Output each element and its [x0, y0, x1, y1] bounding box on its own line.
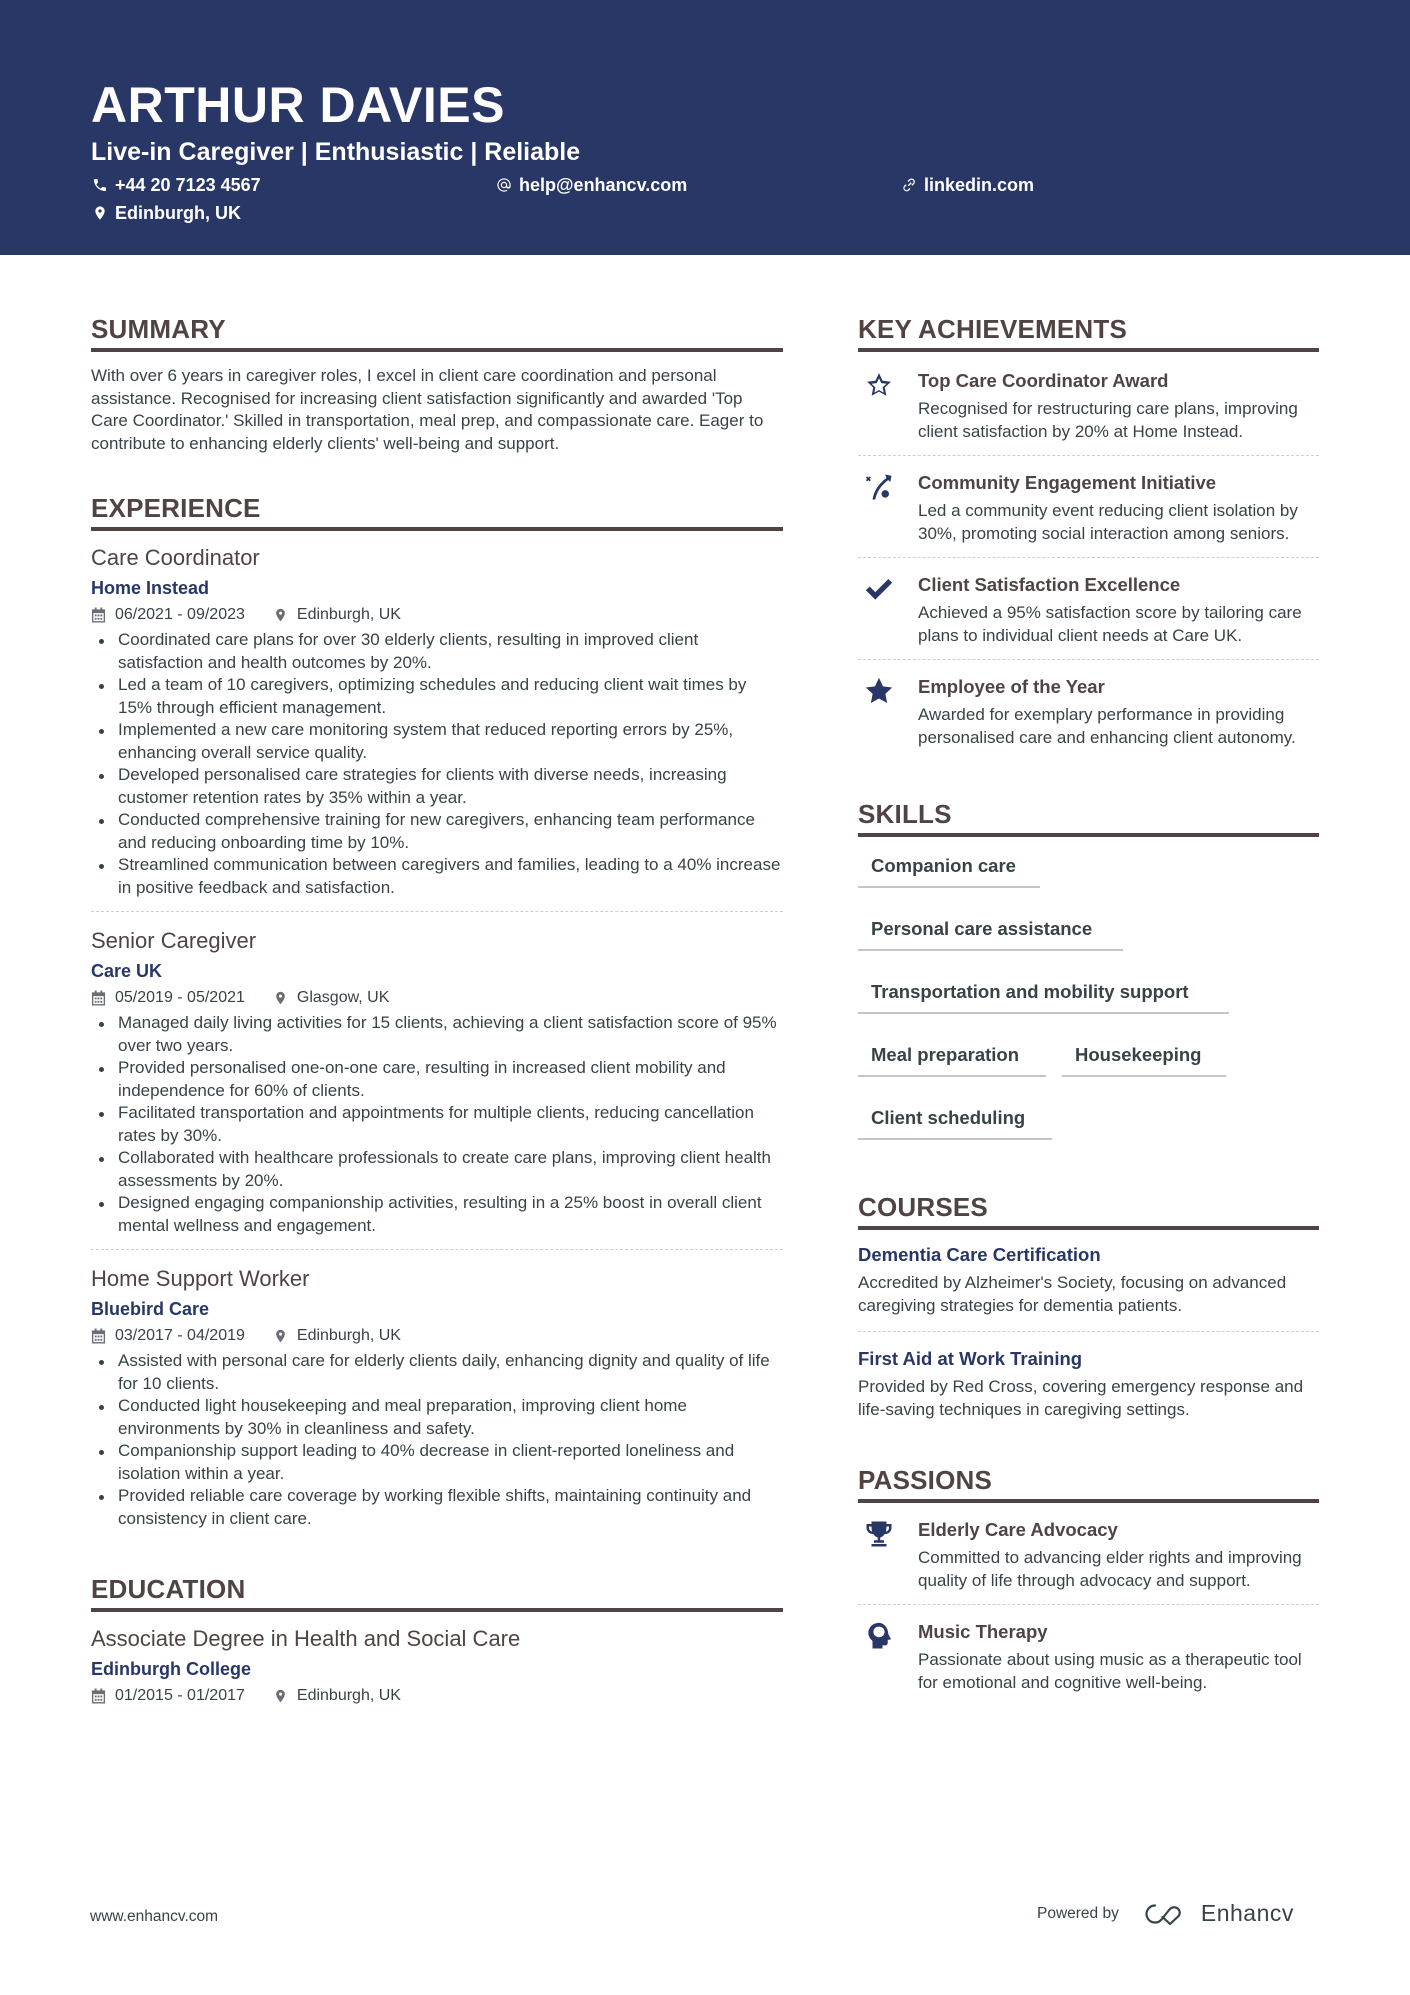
date-text: 03/2017 - 04/2019	[115, 1327, 245, 1344]
achievement-item	[858, 558, 1319, 659]
bullet: Collaborated with healthcare professionals to create care plans, improving client health assessments by 20%.	[91, 1147, 783, 1192]
job-bullets	[91, 1350, 783, 1530]
bullet: Streamlined communication between caregivers and families, leading to a 40% increase in positive feedback and satisfaction.	[91, 854, 783, 899]
link-text: linkedin.com	[924, 175, 1035, 195]
location-text: Edinburgh, UK	[296, 1687, 401, 1704]
job-title: Senior Caregiver	[91, 928, 257, 953]
divider	[91, 1249, 783, 1250]
skill-tag: Transportation and mobility support	[858, 967, 1229, 1014]
job-location	[273, 604, 401, 626]
bullet: Led a team of 10 caregivers, optimizing schedules and reducing client wait times by 15% through efficient management.	[91, 674, 783, 719]
date-range	[91, 987, 245, 1009]
location-text: Edinburgh, UK	[296, 1327, 401, 1344]
experience-item	[91, 1264, 783, 1530]
job-title: Care Coordinator	[91, 545, 260, 570]
achievements-section	[858, 312, 1319, 761]
contact-email[interactable]	[496, 173, 687, 197]
bullet: Provided reliable care coverage by working flexible shifts, maintaining continuity and consistency in client care.	[91, 1485, 783, 1530]
skills-list	[858, 841, 1319, 1156]
section-title-passions: PASSIONS	[858, 1463, 1319, 1503]
footer-branding	[1037, 1900, 1294, 1927]
strategy-icon	[858, 470, 918, 545]
trophy-icon	[858, 1517, 918, 1592]
head-brain-icon	[858, 1619, 918, 1694]
calendar-icon	[91, 990, 106, 1006]
summary-section	[91, 312, 783, 455]
at-icon	[496, 177, 512, 193]
course-item	[858, 1346, 1319, 1421]
bullet: Companionship support leading to 40% decrease in client-reported loneliness and isolation within a year.	[91, 1440, 783, 1485]
calendar-icon	[91, 1688, 106, 1704]
job-bullets	[91, 1012, 783, 1237]
brand-name: Enhancv	[1200, 1900, 1294, 1926]
achievement-desc: Recognised for restructuring care plans, improving client satisfaction by 20% at Home Instead.	[918, 399, 1298, 441]
course-title: First Aid at Work Training	[858, 1348, 1083, 1369]
company-name: Home Instead	[91, 578, 210, 598]
education-section	[91, 1572, 783, 1707]
candidate-name: ARTHUR DAVIES	[91, 77, 505, 133]
skill-tag: Client scheduling	[858, 1093, 1052, 1140]
calendar-icon	[91, 1328, 106, 1344]
achievement-item	[858, 660, 1319, 761]
passion-title: Elderly Care Advocacy	[918, 1519, 1118, 1540]
footer-website[interactable]: www.enhancv.com	[90, 1908, 219, 1925]
achievement-desc: Awarded for exemplary performance in providing personalised care and enhancing client autonomy.	[918, 705, 1296, 747]
checkmark-icon	[858, 572, 918, 647]
bullet: Facilitated transportation and appointments for multiple clients, reducing cancellation rates by 30%.	[91, 1102, 783, 1147]
contact-link[interactable]	[901, 173, 1034, 197]
bullet: Designed engaging companionship activities, resulting in a 25% boost in overall client mental wellness and engagement.	[91, 1192, 783, 1237]
contact-location	[92, 201, 241, 225]
star-filled-icon	[858, 674, 918, 749]
phone-text: +44 20 7123 4567	[115, 175, 261, 195]
powered-by-label: Powered by	[1037, 1904, 1119, 1922]
experience-section	[91, 491, 783, 1530]
skill-tag: Companion care	[858, 841, 1040, 888]
job-meta	[91, 987, 783, 1009]
job-meta	[91, 1325, 783, 1347]
bullet: Developed personalised care strategies for clients with diverse needs, increasing customer retention rates by 35% within a year.	[91, 764, 783, 809]
job-bullets	[91, 629, 783, 899]
candidate-headline: Live-in Caregiver | Enthusiastic | Reliable	[91, 138, 581, 166]
passion-desc: Passionate about using music as a therapeutic tool for emotional and cognitive well-being.	[918, 1650, 1302, 1692]
skills-section	[858, 797, 1319, 1156]
location-text: Edinburgh, UK	[296, 606, 401, 623]
resume-header	[0, 0, 1410, 255]
achievement-title: Community Engagement Initiative	[918, 472, 1217, 493]
school-name: Edinburgh College	[91, 1659, 251, 1679]
achievement-desc: Achieved a 95% satisfaction score by tailoring care plans to individual client needs at Care UK.	[918, 603, 1302, 645]
section-title-education: EDUCATION	[91, 1572, 783, 1612]
company-name: Bluebird Care	[91, 1299, 210, 1319]
job-title: Home Support Worker	[91, 1266, 310, 1291]
email-text: help@enhancv.com	[519, 175, 688, 195]
location-text: Glasgow, UK	[296, 989, 390, 1006]
course-item	[858, 1242, 1319, 1317]
section-title-experience: EXPERIENCE	[91, 491, 783, 531]
achievement-title: Top Care Coordinator Award	[918, 370, 1169, 391]
date-range	[91, 1685, 245, 1707]
achievement-desc: Led a community event reducing client isolation by 30%, promoting social interaction among seniors.	[918, 501, 1298, 543]
bullet: Conducted comprehensive training for new caregivers, enhancing team performance and reducing onboarding time by 10%.	[91, 809, 783, 854]
bullet: Coordinated care plans for over 30 elderly clients, resulting in improved client satisfaction and health outcomes by 20%.	[91, 629, 783, 674]
date-text: 05/2019 - 05/2021	[115, 989, 245, 1006]
contact-phone	[92, 173, 261, 197]
enhancv-logo-icon	[1143, 1901, 1189, 1927]
star-outline-icon	[858, 368, 918, 443]
achievement-item	[858, 352, 1319, 455]
passion-desc: Committed to advancing elder rights and improving quality of life through advocacy and support.	[918, 1548, 1302, 1590]
job-location	[273, 1325, 401, 1347]
course-desc: Accredited by Alzheimer's Society, focusing on advanced caregiving strategies for dementia patients.	[858, 1273, 1287, 1315]
divider	[91, 911, 783, 912]
achievement-title: Employee of the Year	[918, 676, 1105, 697]
summary-text: With over 6 years in caregiver roles, I excel in client care coordination and personal assistance. Recognised for increasing client satisfaction significantly and awarded 'Top Care Coordinator.' Skilled in transportation, meal prep, and compassionate care. Eager to contribute to enhancing elderly clients' well-being and support.	[91, 366, 764, 453]
passion-item	[858, 1605, 1319, 1706]
course-title: Dementia Care Certification	[858, 1244, 1101, 1265]
job-location	[273, 987, 389, 1009]
date-range	[91, 604, 245, 626]
bullet: Assisted with personal care for elderly clients daily, enhancing dignity and quality of life for 10 clients.	[91, 1350, 783, 1395]
passions-section	[858, 1463, 1319, 1706]
enhancv-logo[interactable]	[1143, 1900, 1294, 1927]
job-meta	[91, 604, 783, 626]
date-text: 01/2015 - 01/2017	[115, 1687, 245, 1704]
date-range	[91, 1325, 245, 1347]
section-title-achievements: KEY ACHIEVEMENTS	[858, 312, 1319, 352]
passion-title: Music Therapy	[918, 1621, 1048, 1642]
link-icon	[901, 177, 917, 193]
experience-item	[91, 926, 783, 1237]
section-title-summary: SUMMARY	[91, 312, 783, 352]
location-text: Edinburgh, UK	[115, 203, 241, 223]
date-text: 06/2021 - 09/2023	[115, 606, 245, 623]
achievement-item	[858, 456, 1319, 557]
phone-icon	[92, 177, 108, 193]
bullet: Implemented a new care monitoring system that reduced reporting errors by 25%, enhancing overall service quality.	[91, 719, 783, 764]
skill-tag: Personal care assistance	[858, 904, 1123, 951]
location-pin-icon	[273, 1328, 288, 1344]
calendar-icon	[91, 607, 106, 623]
bullet: Conducted light housekeeping and meal preparation, improving client home environments by 30% in cleanliness and safety.	[91, 1395, 783, 1440]
company-name: Care UK	[91, 961, 163, 981]
skill-tag: Housekeeping	[1062, 1030, 1226, 1077]
degree-title: Associate Degree in Health and Social Care	[91, 1626, 521, 1651]
experience-item	[91, 543, 783, 899]
divider	[858, 1331, 1319, 1332]
education-item	[91, 1624, 783, 1707]
course-desc: Provided by Red Cross, covering emergency response and life-saving techniques in caregiving settings.	[858, 1377, 1304, 1419]
location-pin-icon	[273, 990, 288, 1006]
courses-section	[858, 1190, 1319, 1421]
school-location	[273, 1685, 401, 1707]
section-title-courses: COURSES	[858, 1190, 1319, 1230]
bullet: Managed daily living activities for 15 clients, achieving a client satisfaction score of 95% over two years.	[91, 1012, 783, 1057]
passion-item	[858, 1503, 1319, 1604]
left-column	[91, 312, 783, 1707]
right-column	[858, 312, 1319, 1706]
achievement-title: Client Satisfaction Excellence	[918, 574, 1181, 595]
section-title-skills: SKILLS	[858, 797, 1319, 837]
bullet: Provided personalised one-on-one care, resulting in increased client mobility and independence for 60% of clients.	[91, 1057, 783, 1102]
location-pin-icon	[273, 607, 288, 623]
location-pin-icon	[92, 205, 108, 221]
skill-tag: Meal preparation	[858, 1030, 1046, 1077]
education-meta	[91, 1685, 783, 1707]
location-pin-icon	[273, 1688, 288, 1704]
